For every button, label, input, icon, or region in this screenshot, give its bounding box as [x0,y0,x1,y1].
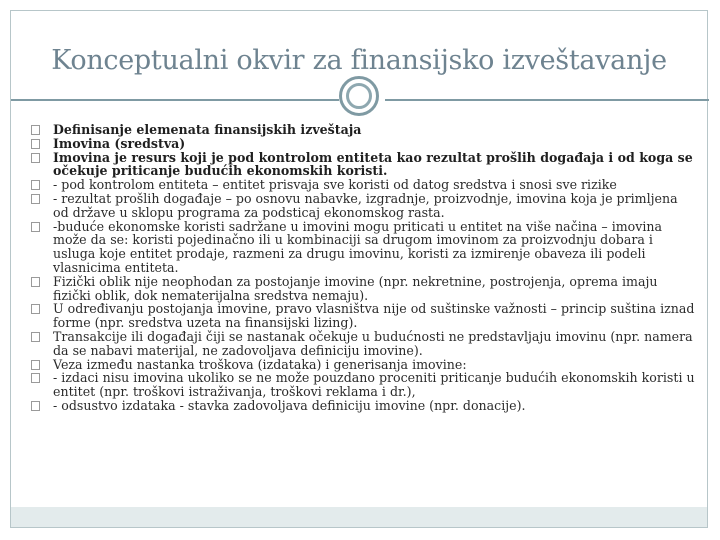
decorative-ring-icon [339,76,379,116]
decorative-ring-inner [346,83,372,109]
list-item-text: Imovina je resurs koji je pod kontrolom entiteta kao rezultat prošlih događaja i od koga se očekuje priticanje budućih ekonomskih koristi. [53,149,693,179]
bullet-icon [29,302,53,316]
list-item-text: - odsustvo izdataka - stavka zadovoljava definiciju imovine (npr. donacije). [53,397,526,413]
list-item-text: Fizički oblik nije neophodan za postojanje imovine (npr. nekretnine, postrojenja, oprema imaju fizički oblik, dok nematerijalna sredstva nemaju). [53,273,658,303]
bullet-icon [29,399,53,413]
list-item [29,151,697,179]
slide-title: Konceptualni okvir za finansijsko izveštavanje [51,45,667,76]
list-item-text: - rezultat prošlih događaje – po osnovu nabavke, izgradnje, proizvodnje, imovina koja je primljena od države u sklopu programa za podsticaj ekonomskog rasta. [53,190,678,220]
list-item-text: U određivanju postojanja imovine, pravo vlasništva nije od suštinske važnosti – princip suština iznad forme (npr. sredstva uzeta na finansijski lizing). [53,301,695,331]
list-item [29,178,697,192]
title-divider-left [11,99,339,101]
bullet-icon [29,151,53,165]
bullet-icon [29,123,53,137]
bullet-icon [29,192,53,206]
list-item-text: - izdaci nisu imovina ukoliko se ne može pouzdano proceniti priticanje budućih ekonomskih koristi u entitet (npr. troškovi istraživanja, troškovi reklama i dr.), [53,370,695,400]
list-item-text: -buduće ekonomske koristi sadržane u imovini mogu priticati u entitet na više načina – imovina može da se: koristi pojedinačno ili u kombinaciji sa drugom imovinom za proizvodnju dobara i usluga koje entitet prodaje, razmeni za drugu imovinu, koristi za izmirenje obaveza ili podeli vlasnicima entiteta. [53,218,663,275]
list-item [29,123,697,137]
list-item [29,192,697,220]
bullet-icon [29,275,53,289]
bullet-icon [29,330,53,344]
list-item-text: Definisanje elemenata finansijskih izveštaja [53,122,362,137]
list-item-text: Transakcije ili događaji čiji se nastanak očekuje u budućnosti ne predstavljaju imovinu (npr. namera da se nabavi materijal, ne zadovoljava definiciju imovine). [53,328,693,358]
bullet-icon [29,371,53,385]
slide [10,10,708,528]
list-item-text: - pod kontrolom entiteta – entitet prisvaja sve koristi od datog sredstva i snosi sve rizike [53,177,617,193]
list-item [29,358,697,372]
list-item [29,137,697,151]
list-item [29,371,697,399]
list-item [29,330,697,358]
title-divider-right [385,99,709,101]
list-item [29,399,697,413]
list-item [29,220,697,275]
bullet-list [29,123,697,413]
bullet-icon [29,137,53,151]
bullet-icon [29,220,53,234]
bullet-icon [29,178,53,192]
list-item-text: Veza između nastanka troškova (izdataka) i generisanja imovine: [53,356,467,372]
list-item-text: Imovina (sredstva) [53,135,186,151]
footer-band [11,507,707,527]
list-item [29,302,697,330]
list-item [29,275,697,303]
bullet-icon [29,358,53,372]
